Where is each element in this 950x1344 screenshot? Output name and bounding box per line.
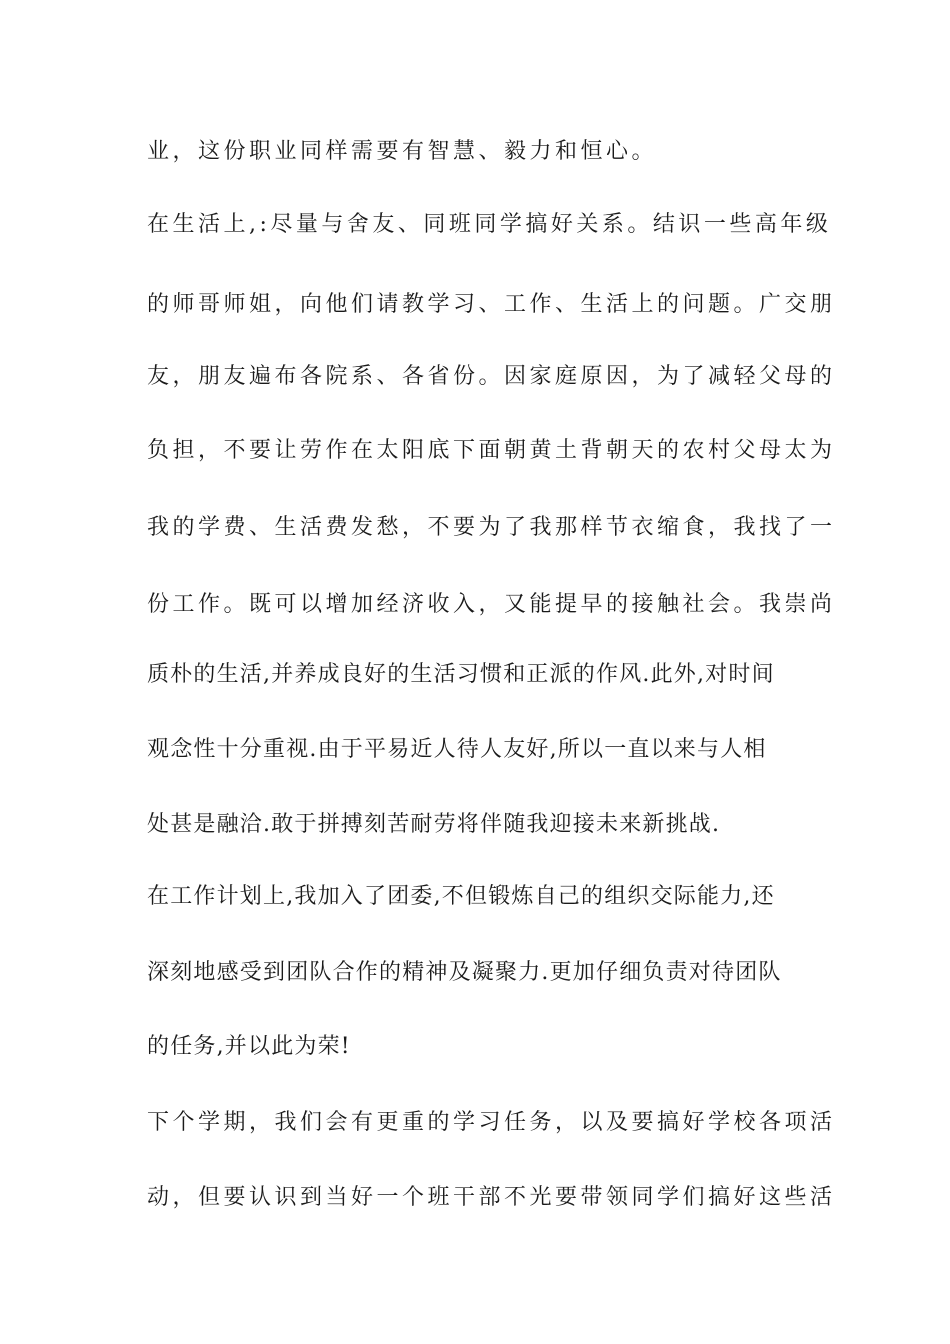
- text-line-7: 份工作。既可以增加经济收入，又能提早的接触社会。我崇尚: [147, 592, 836, 617]
- text-line-5: 负担，不要让劳作在太阳底下面朝黄土背朝天的农村父母太为: [147, 438, 836, 463]
- text-line-6: 我的学费、生活费发愁，不要为了我那样节衣缩食，我找了一: [147, 515, 836, 540]
- text-line-8: 质朴的生活,并养成良好的生活习惯和正派的作风.此外,对时间: [147, 662, 775, 687]
- text-line-1: 业，这份职业同样需要有智慧、毅力和恒心。: [147, 139, 658, 164]
- text-line-3: 的师哥师姐，向他们请教学习、工作、生活上的问题。广交朋: [147, 292, 836, 317]
- text-line-14: 下个学期，我们会有更重的学习任务，以及要搞好学校各项活: [147, 1110, 836, 1135]
- text-line-2: 在生活上,:尽量与舍友、同班同学搞好关系。结识一些高年级: [147, 212, 832, 237]
- text-line-13: 的任务,并以此为荣!: [147, 1034, 351, 1059]
- text-line-9: 观念性十分重视.由于平易近人待人友好,所以一直以来与人相: [147, 737, 767, 762]
- text-line-15: 动，但要认识到当好一个班干部不光要带领同学们搞好这些活: [147, 1185, 836, 1210]
- text-line-11: 在工作计划上,我加入了团委,不但锻炼自己的组织交际能力,还: [147, 884, 775, 909]
- text-line-10: 处甚是融洽.敢于拼搏刻苦耐劳将伴随我迎接未来新挑战.: [147, 812, 721, 837]
- text-line-4: 友，朋友遍布各院系、各省份。因家庭原因，为了减轻父母的: [147, 364, 836, 389]
- text-line-12: 深刻地感受到团队合作的精神及凝聚力.更加仔细负责对待团队: [147, 960, 782, 985]
